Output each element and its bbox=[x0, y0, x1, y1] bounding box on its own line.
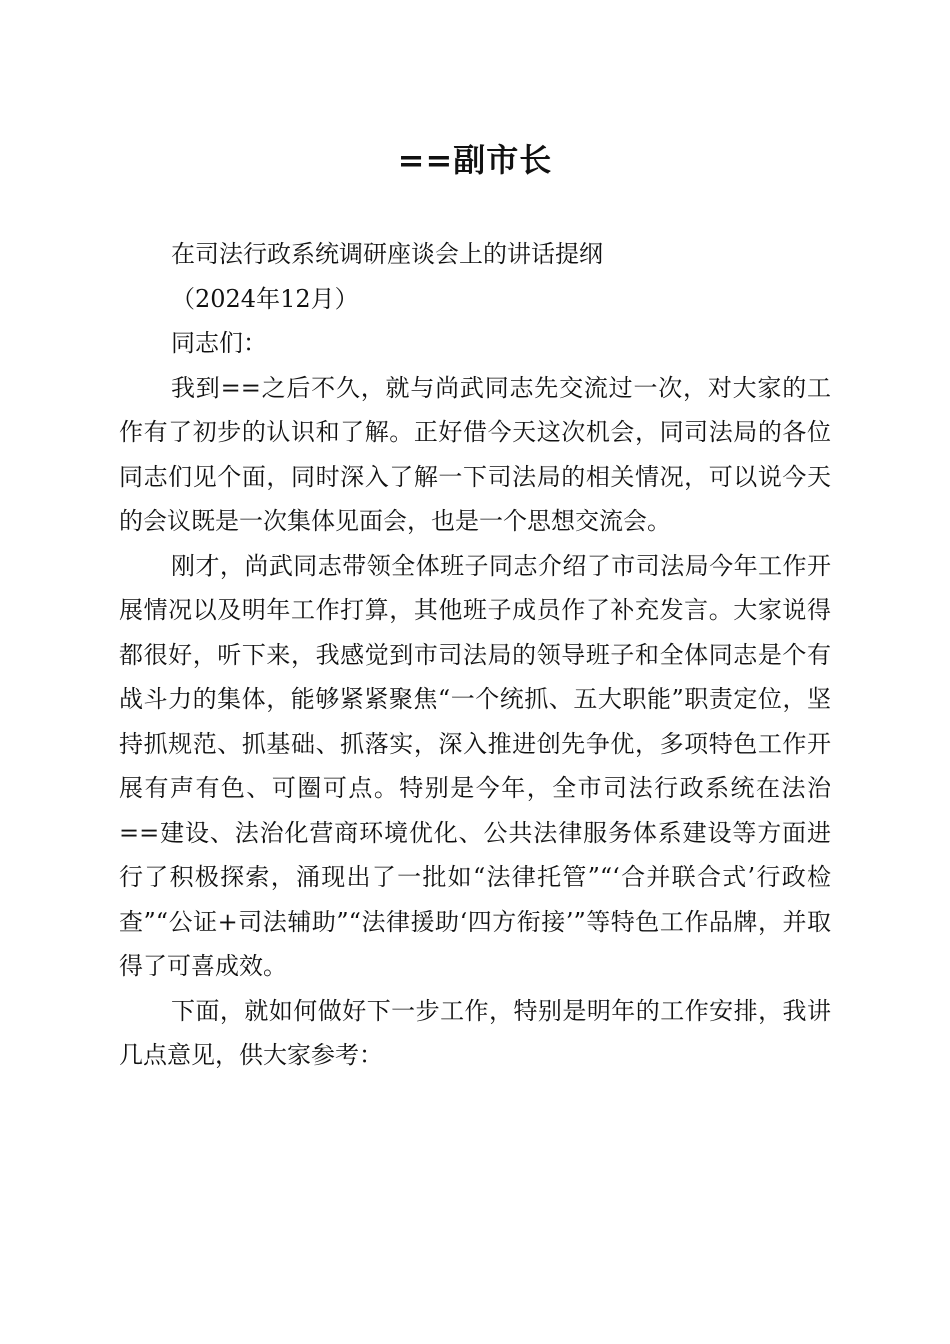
document-body bbox=[119, 232, 831, 1078]
salutation: 同志们： bbox=[171, 329, 267, 357]
paragraph-intro: 我到==之后不久，就与尚武同志先交流过一次，对大家的工作有了初步的认识和了解。正好借今天这次机会，同司法局的各位同志们见个面，同时深入了解一下司法局的相关情况，可以说今天的会议既是一次集体见面会，也是一个思想交流会。 bbox=[119, 373, 831, 535]
speech-date: （2024年12月） bbox=[171, 284, 359, 313]
speech-subtitle: 在司法行政系统调研座谈会上的讲话提纲 bbox=[171, 240, 603, 268]
paragraph-review: 刚才，尚武同志带领全体班子同志介绍了市司法局今年工作开展情况以及明年工作打算，其他班子成员作了补充发言。大家说得都很好，听下来，我感觉到市司法局的领导班子和全体同志是个有战斗力的集体，能够紧紧聚焦“一个统抓、五大职能”职责定位，坚持抓规范、抓基础、抓落实，深入推进创先争优，多项特色工作开展有声有色、可圈可点。特别是今年，全市司法行政系统在法治==建设、法治化营商环境优化、公共法律服务体系建设等方面进行了积极探索，涌现出了一批如“法律托管”“‘合并联合式’行政检查”“公证+司法辅助”“法律援助‘四方衔接’”等特色工作品牌，并取得了可喜成效。 bbox=[119, 551, 831, 980]
document-title: ==副市长 bbox=[397, 141, 553, 179]
paragraph-transition: 下面，就如何做好下一步工作，特别是明年的工作安排，我讲几点意见，供大家参考： bbox=[119, 996, 831, 1069]
